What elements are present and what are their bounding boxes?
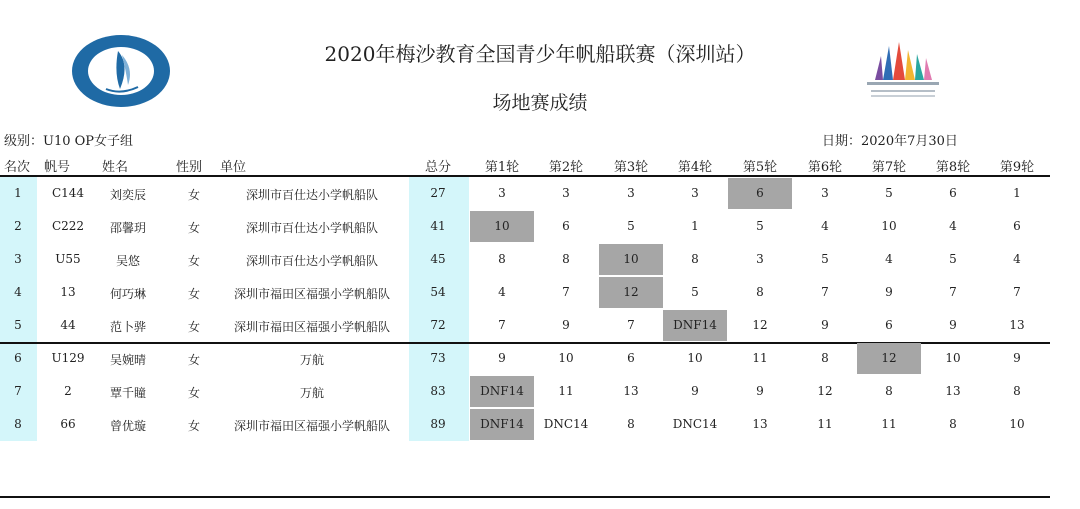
race-score-cell: DNF14 xyxy=(673,318,717,332)
sail-number-cell: C144 xyxy=(51,186,85,200)
rank-cell: 6 xyxy=(14,351,22,365)
race-score-cell: 4 xyxy=(885,252,893,266)
gender-cell: 女 xyxy=(187,386,200,400)
column-header: 性别 xyxy=(176,160,203,175)
total-score-cell: 72 xyxy=(430,318,446,332)
rank-cell: 5 xyxy=(14,318,22,332)
race-score-cell: 6 xyxy=(949,186,957,200)
race-score-cell: 6 xyxy=(1013,219,1021,233)
race-score-cell: 10 xyxy=(881,219,897,233)
rank-cell: 2 xyxy=(14,219,22,233)
race-score-cell: 10 xyxy=(687,351,703,365)
gender-cell: 女 xyxy=(187,287,200,301)
total-score-cell: 27 xyxy=(430,186,446,200)
race-score-cell: 7 xyxy=(627,318,635,332)
race-score-cell: 3 xyxy=(756,252,764,266)
column-header: 单位 xyxy=(220,160,247,175)
race-score-cell: 11 xyxy=(752,351,768,365)
race-score-cell: DNF14 xyxy=(480,417,524,431)
race-score-cell: 8 xyxy=(1013,384,1021,398)
race-score-cell: 3 xyxy=(821,186,829,200)
race-score-cell: 5 xyxy=(756,219,764,233)
page-subtitle: 场地赛成绩 xyxy=(492,92,588,114)
page-title: 2020年梅沙教育全国青少年帆船联赛（深圳站） xyxy=(324,42,756,66)
race-score-cell: 3 xyxy=(562,186,570,200)
sail-number-cell: 13 xyxy=(60,285,76,299)
sailor-name-cell: 吴悠 xyxy=(115,254,140,268)
sail-number-cell: 44 xyxy=(60,318,76,332)
race-score-cell: 9 xyxy=(562,318,570,332)
race-score-cell: 1 xyxy=(691,219,699,233)
sail-number-cell: U55 xyxy=(55,252,81,266)
rank-cell: 3 xyxy=(14,252,22,266)
team-cell: 深圳市百仕达小学帆船队 xyxy=(245,221,378,235)
column-header: 第6轮 xyxy=(807,160,843,175)
gender-cell: 女 xyxy=(187,221,200,235)
gender-cell: 女 xyxy=(187,353,200,367)
race-score-cell: 6 xyxy=(562,219,570,233)
race-score-cell: 9 xyxy=(885,285,893,299)
race-score-cell: 13 xyxy=(945,384,961,398)
race-score-cell: 13 xyxy=(623,384,639,398)
team-cell: 深圳市福田区福强小学帆船队 xyxy=(233,287,390,301)
race-score-cell: 6 xyxy=(756,186,764,200)
race-score-cell: 3 xyxy=(498,186,506,200)
team-cell: 深圳市福田区福强小学帆船队 xyxy=(233,419,390,433)
race-score-cell: 9 xyxy=(498,351,506,365)
column-header: 第8轮 xyxy=(935,160,971,175)
column-header: 第5轮 xyxy=(742,160,778,175)
race-score-cell: 10 xyxy=(494,219,510,233)
total-score-cell: 89 xyxy=(430,417,446,431)
column-header: 帆号 xyxy=(44,160,71,175)
team-cell: 万航 xyxy=(299,353,324,367)
team-cell: 万航 xyxy=(299,386,324,400)
table-divider xyxy=(0,175,1050,177)
race-score-cell: 9 xyxy=(949,318,957,332)
race-score-cell: 3 xyxy=(691,186,699,200)
race-score-cell: DNF14 xyxy=(480,384,524,398)
race-score-cell: 13 xyxy=(1009,318,1025,332)
race-score-cell: 8 xyxy=(949,417,957,431)
race-score-cell: 12 xyxy=(881,351,897,365)
total-score-cell: 41 xyxy=(430,219,446,233)
race-score-cell: DNC14 xyxy=(672,417,718,431)
race-score-cell: 5 xyxy=(691,285,699,299)
race-score-cell: 7 xyxy=(821,285,829,299)
category-label: 级别：U10 OP女子组 xyxy=(4,134,134,149)
total-score-cell: 54 xyxy=(430,285,446,299)
race-score-cell: 5 xyxy=(627,219,635,233)
race-score-cell: 5 xyxy=(949,252,957,266)
race-score-cell: 1 xyxy=(1013,186,1021,200)
rank-cell: 7 xyxy=(14,384,22,398)
gender-cell: 女 xyxy=(187,254,200,268)
sail-number-cell: 2 xyxy=(64,384,72,398)
rank-cell: 1 xyxy=(14,186,22,200)
team-cell: 深圳市百仕达小学帆船队 xyxy=(245,254,378,268)
race-score-cell: 4 xyxy=(949,219,957,233)
race-score-cell: 6 xyxy=(885,318,893,332)
race-score-cell: 7 xyxy=(949,285,957,299)
race-score-cell: 8 xyxy=(627,417,635,431)
race-score-cell: 8 xyxy=(562,252,570,266)
race-score-cell: 10 xyxy=(945,351,961,365)
race-score-cell: 5 xyxy=(821,252,829,266)
total-score-cell: 83 xyxy=(430,384,446,398)
total-score-cell: 73 xyxy=(430,351,446,365)
sailor-name-cell: 刘奕辰 xyxy=(109,188,146,202)
bottom-divider xyxy=(0,496,1050,498)
sail-number-cell: U129 xyxy=(51,351,85,365)
race-score-cell: 10 xyxy=(623,252,639,266)
column-header: 第2轮 xyxy=(548,160,584,175)
column-header: 第3轮 xyxy=(613,160,649,175)
gender-cell: 女 xyxy=(187,419,200,433)
rank-column-highlight xyxy=(0,177,37,441)
sail-number-cell: 66 xyxy=(60,417,76,431)
race-score-cell: 9 xyxy=(1013,351,1021,365)
race-score-cell: 5 xyxy=(885,186,893,200)
column-header: 第1轮 xyxy=(484,160,520,175)
race-score-cell: 7 xyxy=(1013,285,1021,299)
race-score-cell: 11 xyxy=(558,384,574,398)
race-score-cell: 8 xyxy=(498,252,506,266)
race-score-cell: 8 xyxy=(821,351,829,365)
race-score-cell: 7 xyxy=(498,318,506,332)
race-score-cell: 4 xyxy=(498,285,506,299)
race-score-cell: 4 xyxy=(821,219,829,233)
sailor-name-cell: 吴婉晴 xyxy=(109,353,146,367)
race-score-cell: 8 xyxy=(885,384,893,398)
column-header: 第7轮 xyxy=(871,160,907,175)
race-score-cell: 12 xyxy=(623,285,639,299)
race-score-cell: 8 xyxy=(691,252,699,266)
column-header: 总分 xyxy=(424,160,451,175)
race-score-cell: 11 xyxy=(881,417,897,431)
race-score-cell: 12 xyxy=(752,318,768,332)
column-header: 第9轮 xyxy=(999,160,1035,175)
race-score-cell: DNC14 xyxy=(543,417,589,431)
race-score-cell: 11 xyxy=(817,417,833,431)
rank-cell: 8 xyxy=(14,417,22,431)
race-score-cell: 4 xyxy=(1013,252,1021,266)
race-score-cell: 7 xyxy=(562,285,570,299)
race-score-cell: 6 xyxy=(627,351,635,365)
sailor-name-cell: 邵馨玥 xyxy=(109,221,146,235)
team-cell: 深圳市百仕达小学帆船队 xyxy=(245,188,378,202)
sailor-name-cell: 覃千瞳 xyxy=(109,386,146,400)
race-score-cell: 3 xyxy=(627,186,635,200)
sail-number-cell: C222 xyxy=(51,219,85,233)
race-score-cell: 9 xyxy=(691,384,699,398)
column-header: 名次 xyxy=(4,160,31,175)
race-score-cell: 9 xyxy=(821,318,829,332)
sailor-name-cell: 何巧琳 xyxy=(109,287,146,301)
race-score-cell: 12 xyxy=(817,384,833,398)
total-score-cell: 45 xyxy=(430,252,446,266)
column-header: 姓名 xyxy=(102,160,129,175)
column-header: 第4轮 xyxy=(677,160,713,175)
race-score-cell: 13 xyxy=(752,417,768,431)
rank-cell: 4 xyxy=(14,285,22,299)
race-score-cell: 9 xyxy=(756,384,764,398)
sailor-name-cell: 曾优璇 xyxy=(109,419,146,433)
race-score-cell: 10 xyxy=(558,351,574,365)
race-score-cell: 8 xyxy=(756,285,764,299)
race-score-cell: 10 xyxy=(1009,417,1025,431)
gender-cell: 女 xyxy=(187,188,200,202)
team-cell: 深圳市福田区福强小学帆船队 xyxy=(233,320,390,334)
sailor-name-cell: 范卜骅 xyxy=(109,320,146,334)
gender-cell: 女 xyxy=(187,320,200,334)
date-label: 日期：2020年7月30日 xyxy=(822,134,958,149)
total-column-highlight xyxy=(409,177,469,441)
